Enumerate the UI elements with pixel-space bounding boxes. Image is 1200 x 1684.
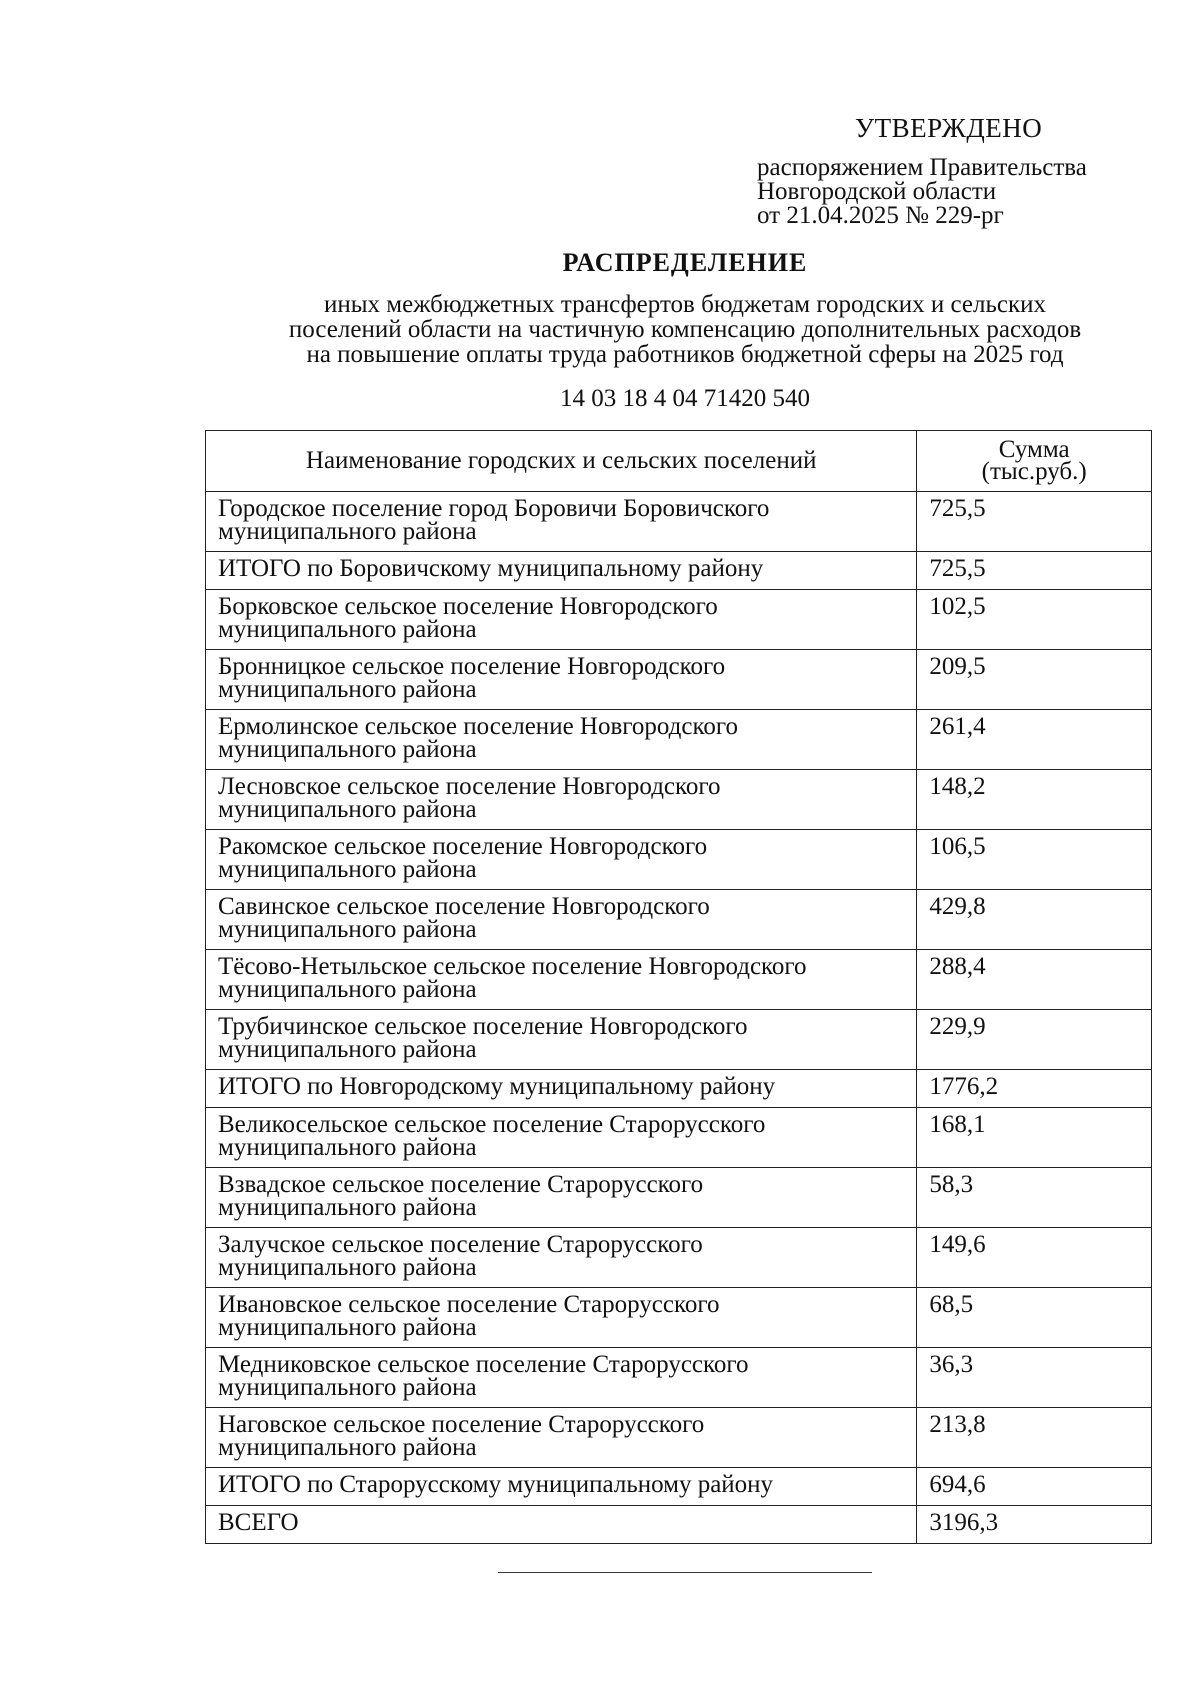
header-sum-cell	[917, 431, 1152, 492]
settlement-name-cell	[206, 830, 917, 890]
table-row	[206, 770, 1152, 830]
sum-cell: 36,3	[917, 1348, 1152, 1408]
sum-cell: 213,8	[917, 1408, 1152, 1468]
settlement-name-cell	[206, 1108, 917, 1168]
sum-cell: 168,1	[917, 1108, 1152, 1168]
approval-line-2: Новгородской области	[757, 178, 997, 205]
settlement-name-line-2: муниципального района	[218, 1194, 477, 1221]
table-row	[206, 890, 1152, 950]
settlement-name-line-1: Медниковское сельское поселение Старорусского	[218, 1351, 749, 1378]
settlement-name-line-1: Ермолинское сельское поселение Новгородского	[218, 713, 739, 740]
sum-cell: 229,9	[917, 1010, 1152, 1070]
settlement-name-line-1: Ивановское сельское поселение Старорусского	[218, 1291, 720, 1318]
settlement-name-line-2: муниципального района	[218, 1314, 477, 1341]
settlement-name-cell	[206, 1506, 917, 1544]
sum-cell: 694,6	[917, 1468, 1152, 1506]
sum-cell: 149,6	[917, 1228, 1152, 1288]
settlement-name-cell	[206, 950, 917, 1010]
distribution-table	[205, 430, 1152, 1544]
table-row	[206, 950, 1152, 1010]
settlement-name-line-1: Борковское сельское поселение Новгородского	[218, 593, 718, 620]
table-row	[206, 1108, 1152, 1168]
settlement-name-line-1: Городское поселение город Боровичи Боровичского	[218, 495, 770, 522]
header-sum-unit: (тыс.руб.)	[981, 458, 1087, 485]
header-name-cell: Наименование городских и сельских поселений	[206, 431, 917, 492]
settlement-name-line-1: Бронницкое сельское поселение Новгородского	[218, 653, 726, 680]
table-row	[206, 1168, 1152, 1228]
settlement-name-cell	[206, 1010, 917, 1070]
settlement-name-cell	[206, 492, 917, 552]
table-row	[206, 590, 1152, 650]
settlement-name-cell	[206, 1168, 917, 1228]
settlement-name-line-2: муниципального района	[218, 1134, 477, 1161]
table-row	[206, 1468, 1152, 1506]
sum-cell: 1776,2	[917, 1070, 1152, 1108]
settlement-name-line-1: Трубичинское сельское поселение Новгородского	[218, 1013, 748, 1040]
table-row	[206, 1228, 1152, 1288]
table-row	[206, 710, 1152, 770]
settlement-name-line-2: муниципального района	[218, 1254, 477, 1281]
settlement-name-line-2: муниципального района	[218, 676, 477, 703]
settlement-name-cell	[206, 1070, 917, 1108]
settlement-name-cell	[206, 890, 917, 950]
settlement-name-line-2: муниципального района	[218, 796, 477, 823]
settlement-name-line-2: муниципального района	[218, 616, 477, 643]
settlement-name-line-2: муниципального района	[218, 856, 477, 883]
table-row	[206, 1070, 1152, 1108]
subtitle-line-2: поселений области на частичную компенсацию дополнительных расходов	[288, 316, 1082, 343]
approval-line-3: от 21.04.2025 № 229-рг	[757, 202, 1004, 229]
settlement-name-cell	[206, 1408, 917, 1468]
settlement-name-line-1: Взвадское сельское поселение Старорусского	[218, 1171, 704, 1198]
settlement-name-cell	[206, 710, 917, 770]
sum-cell: 429,8	[917, 890, 1152, 950]
sum-cell: 725,5	[917, 492, 1152, 552]
table-header-row	[206, 431, 1152, 492]
table-body	[206, 492, 1152, 1544]
settlement-name-line-1: Наговское сельское поселение Старорусского	[218, 1411, 705, 1438]
sum-cell: 3196,3	[917, 1506, 1152, 1544]
table-row	[206, 1010, 1152, 1070]
sum-cell: 209,5	[917, 650, 1152, 710]
settlement-name-cell	[206, 650, 917, 710]
table-row	[206, 552, 1152, 590]
sum-cell: 288,4	[917, 950, 1152, 1010]
settlement-name-line-2: муниципального района	[218, 1036, 477, 1063]
table-row	[206, 830, 1152, 890]
bottom-rule	[498, 1572, 872, 1573]
settlement-name-line-2: муниципального района	[218, 916, 477, 943]
settlement-name-line-1: Лесновское сельское поселение Новгородского	[218, 773, 721, 800]
settlement-name-line-1: ИТОГО по Боровичскому муниципальному району	[218, 555, 764, 582]
settlement-name-cell	[206, 1288, 917, 1348]
approval-line-1: распоряжением Правительства	[757, 154, 1087, 181]
settlement-name-line-2: муниципального района	[218, 1374, 477, 1401]
table-row	[206, 1506, 1152, 1544]
subtitle-line-1: иных межбюджетных трансфертов бюджетам городских и сельских	[323, 291, 1047, 318]
settlement-name-line-2: муниципального района	[218, 976, 477, 1003]
approval-stamp: УТВЕРЖДЕНО	[855, 113, 1043, 143]
sum-cell: 58,3	[917, 1168, 1152, 1228]
settlement-name-cell	[206, 552, 917, 590]
sum-cell: 102,5	[917, 590, 1152, 650]
sum-cell: 106,5	[917, 830, 1152, 890]
settlement-name-line-1: Савинское сельское поселение Новгородского	[218, 893, 710, 920]
table-row	[206, 492, 1152, 552]
header-sum-label: Сумма	[998, 436, 1070, 463]
settlement-name-cell	[206, 1468, 917, 1506]
table-row	[206, 1408, 1152, 1468]
budget-code: 14 03 18 4 04 71420 540	[560, 385, 810, 412]
settlement-name-line-1: Ракомское сельское поселение Новгородского	[218, 833, 708, 860]
settlement-name-line-2: муниципального района	[218, 736, 477, 763]
settlement-name-line-1: ИТОГО по Новгородскому муниципальному району	[218, 1073, 776, 1100]
sum-cell: 261,4	[917, 710, 1152, 770]
document-subtitle	[160, 292, 1200, 367]
settlement-name-line-1: ВСЕГО	[218, 1509, 299, 1536]
settlement-name-line-1: Тёсово-Нетыльское сельское поселение Новгородского	[218, 953, 807, 980]
sum-cell: 68,5	[917, 1288, 1152, 1348]
settlement-name-cell	[206, 770, 917, 830]
approval-block	[757, 112, 1177, 228]
settlement-name-cell	[206, 590, 917, 650]
settlement-name-cell	[206, 1348, 917, 1408]
settlement-name-cell	[206, 1228, 917, 1288]
sum-cell: 148,2	[917, 770, 1152, 830]
settlement-name-line-2: муниципального района	[218, 1434, 477, 1461]
table-row	[206, 650, 1152, 710]
document-title: РАСПРЕДЕЛЕНИЕ	[562, 248, 808, 277]
settlement-name-line-1: Великосельское сельское поселение Старорусского	[218, 1111, 766, 1138]
settlement-name-line-1: Залучское сельское поселение Старорусского	[218, 1231, 703, 1258]
subtitle-line-3: на повышение оплаты труда работников бюджетной сферы на 2025 год	[306, 341, 1064, 368]
settlement-name-line-2: муниципального района	[218, 518, 477, 545]
table-row	[206, 1348, 1152, 1408]
table-row	[206, 1288, 1152, 1348]
sum-cell: 725,5	[917, 552, 1152, 590]
settlement-name-line-1: ИТОГО по Старорусскому муниципальному району	[218, 1471, 774, 1498]
